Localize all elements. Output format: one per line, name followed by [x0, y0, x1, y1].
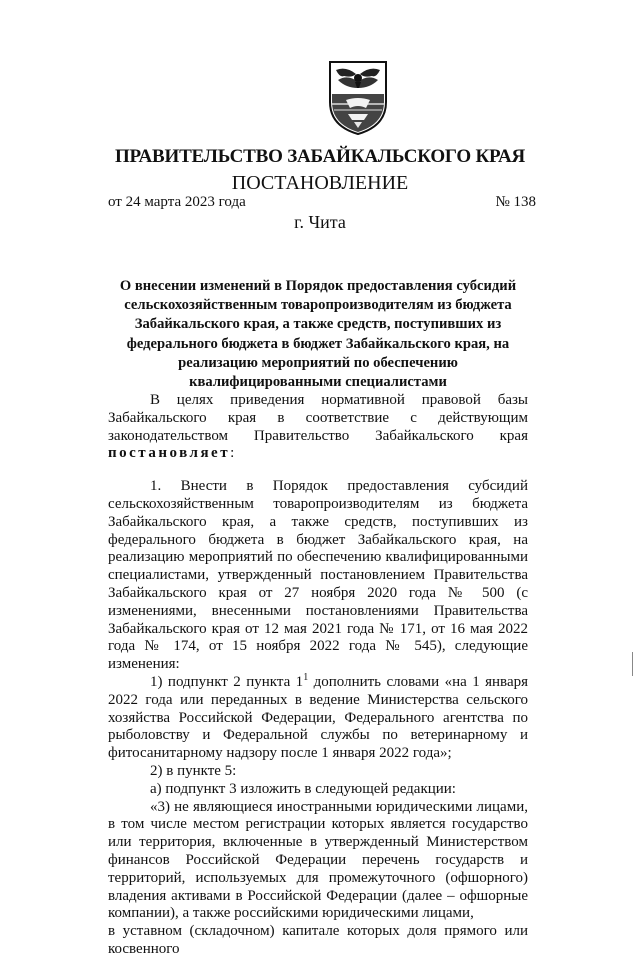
document-body — [108, 392, 528, 959]
paragraph-5-last-line: в уставном (складочном) капитале которых доля прямого или косвенного — [108, 923, 528, 957]
document-number: № 138 — [495, 194, 536, 210]
footnote-superscript: 1 — [303, 671, 309, 683]
paragraph-2-start: 1) подпункт 2 пункта 1 — [150, 673, 304, 690]
organization-title: ПРАВИТЕЛЬСТВО ЗАБАЙКАЛЬСКОГО КРАЯ — [114, 146, 526, 167]
paragraph-5: «3) не являющиеся иностранными юридическими лицами, в том числе местом регистрации которых является государство или территория, включенные в утвержденный Министерством финансов Российской Федерации перечень государств и территорий, используемых для промежуточного (офшорного) владения активами в Российской Федерации (далее – офшорные компании), а также российскими юридическими лицами, — [108, 798, 528, 922]
preamble-keyword: постановляет — [108, 445, 231, 462]
coat-of-arms-icon — [326, 58, 390, 136]
paragraph-2-rest: дополнить словами «на 1 января 2022 года или переданных в ведение Министерства сельского хозяйства Российской Федерации, Федерального агентства по рыболовству и Федеральной службы по ветеринарному и фитосанитарному надзору после 1 января 2022 года»; — [108, 673, 528, 762]
paragraph-2 — [108, 671, 528, 763]
preamble-colon: : — [230, 445, 235, 462]
paragraph-3: 2) в пункте 5: — [150, 762, 237, 779]
document-type: ПОСТАНОВЛЕНИЕ — [231, 172, 409, 194]
document-subject: О внесении изменений в Порядок предоставления субсидий сельскохозяйственным товаропроизводителям из бюджета Забайкальского края, а также средств, поступивших из федерального бюджета в бюджет Забайкальского края, на реализацию мероприятий по обеспечению квалифицированными специалистами — [119, 278, 517, 391]
scan-edge-mark — [632, 652, 633, 676]
preamble-text: В целях приведения нормативной правовой базы Забайкальского края в соответствие с действующим законодательством Правительство Забайкальского края — [108, 392, 528, 444]
document-city: г. Чита — [294, 212, 346, 232]
paragraph-1: 1. Внести в Порядок предоставления субсидий сельскохозяйственным товаропроизводителям из бюджета Забайкальского края, а также средств, поступивших из федерального бюджета в бюджет Забайкальского края, на реализацию мероприятий по обеспечению квалифицированными специалистами, утвержденный постановлением Правительства Забайкальского края от 27 ноября 2020 года № 500 (с изменениями, внесенными постановлениями Правительства Забайкальского края от 12 мая 2021 года № 171, от 16 мая 2022 года № 174, от 15 ноября 2022 года № 545), следующие изменения: — [108, 478, 528, 673]
paragraph-4: а) подпункт 3 изложить в следующей редакции: — [150, 780, 456, 797]
document-date: от 24 марта 2023 года — [108, 194, 246, 210]
preamble-paragraph — [108, 392, 528, 463]
